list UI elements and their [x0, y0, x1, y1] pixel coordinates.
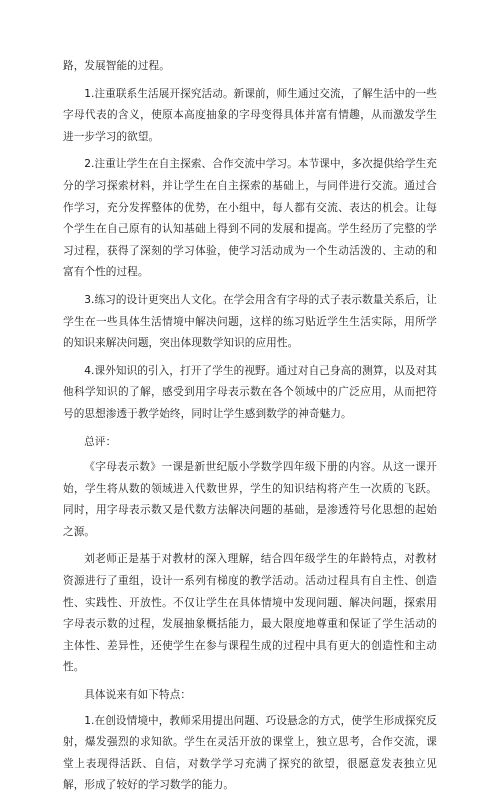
paragraph-feature-1: 1.在创设情境中，教师采用提出问题、巧设悬念的方式，使学生形成探究反射，爆发强烈的求知欲。学生在灵活开放的课堂上，独立思考，合作交流，课堂上表现得活跃、自信，对数学学习充满了探究的欲望，很愿意发表独立见解，形成了较好的学习数学的能力。: [63, 714, 437, 792]
paragraph-point-1: 1.注重联系生活展开探究活动。新课前，师生通过交流，了解生活中的一些字母代表的含义，使原本高度抽象的字母变得具体并富有情趣，从而激发学生进一步学习的欲望。: [63, 87, 437, 143]
section-heading-summary: 总评：: [84, 435, 117, 448]
paragraph-continuation: 路，发展智能的过程。: [63, 60, 170, 72]
paragraph-point-2: 2.注重让学生在自主探索、合作交流中学习。本节课中，多次提供给学生充分的学习探索材料，并让学生在自主探索的基础上，与同伴进行交流。通过合作学习，充分发挥整体的优势，在小组中，每人都有交流、表达的机会。让每个学生在自己原有的认知基础上得到不同的发展和提高。学生经历了完整的学习过程，获得了深刻的学习体验，使学习活动成为一个生动活泼的、主动的和富有个性的过程。: [63, 158, 437, 279]
paragraph-point-3: 3.练习的设计更突出人文化。在学会用含有字母的式子表示数量关系后，让学生在一些具体生活情境中解决问题，这样的练习贴近学生生活实际，用所学的知识来解决问题，突出体现数学知识的应用性。: [63, 293, 437, 350]
paragraph-point-4: 4.课外知识的引入，打开了学生的视野。通过对自己身高的测算，以及对其他科学知识的了解，感受到用字母表示数在各个领域中的广泛应用，从而把符号的思想渗透于教学始终，同时让学生感到数学的神奇魅力。: [63, 364, 437, 420]
paragraph-features-intro: 具体说来有如下特点：: [84, 689, 192, 702]
paragraph-summary-2: 刘老师正是基于对教材的深入理解，结合四年级学生的年龄特点，对教材资源进行了重组，设计一系列有梯度的教学活动。活动过程具有自主性、创造性、实践性、开放性。不仅让学生在具体情境中发现问题、解决问题，探索用字母表示数的过程，发展抽象概括能力，最大限度地尊重和保证了学生活动的主体性、差异性，还使学生在参与课程生成的过程中具有更大的创造性和主动性。: [63, 553, 437, 674]
paragraph-summary-1: 《字母表示数》一课是新世纪版小学数学四年级下册的内容。从这一课开始，学生将从数的领域进入代数世界，学生的知识结构将产生一次质的飞跃。同时，用字母表示数又是代数方法解决问题的基础，是渗透符号化思想的起始之源。: [63, 461, 437, 538]
